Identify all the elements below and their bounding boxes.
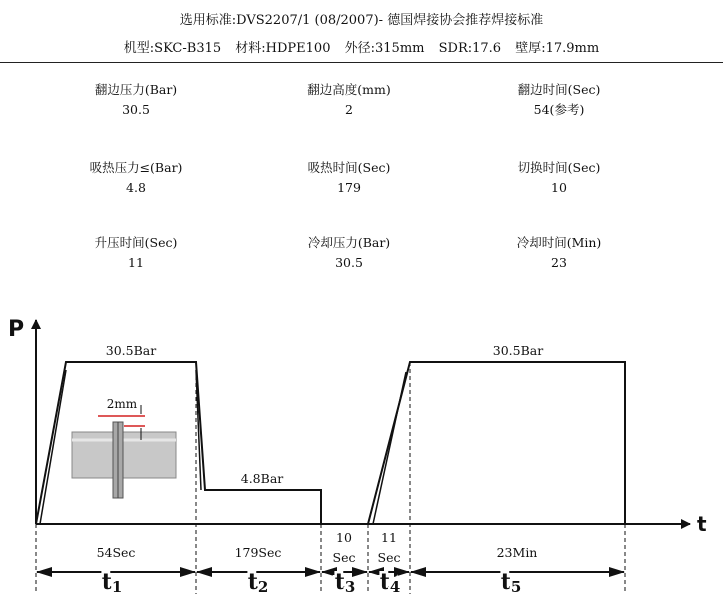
param-label: 冷却压力(Bar) xyxy=(307,235,391,250)
phase-label-t3 xyxy=(335,569,356,596)
duration-t4-unit: Sec xyxy=(377,550,401,565)
t-axis-label: t xyxy=(697,512,707,536)
material: 材料:HDPE100 xyxy=(235,41,331,56)
heat-pressure-label: 4.8Bar xyxy=(240,471,284,486)
param-label: 翻边高度(mm) xyxy=(307,82,391,97)
param-value: 4.8 xyxy=(126,180,146,195)
slope-inner-rise xyxy=(373,372,406,524)
param-value: 10 xyxy=(551,180,567,195)
phase-t1-sub: 1 xyxy=(111,578,123,596)
param-value: 179 xyxy=(337,180,361,195)
phase-t2-main: t xyxy=(247,569,258,595)
phase-t4-main: t xyxy=(379,569,390,595)
phase-t4-sub: 4 xyxy=(389,578,401,596)
duration-t1: 54Sec xyxy=(96,545,136,560)
param-label: 吸热压力≤(Bar) xyxy=(89,160,183,175)
phase-t1-main: t xyxy=(101,569,112,595)
bead-height-label: 2mm xyxy=(106,397,138,411)
phase-label-t1 xyxy=(102,569,123,596)
param-value: 2 xyxy=(345,102,353,117)
p-axis-label: P xyxy=(8,317,25,342)
phase-label-t2 xyxy=(248,569,269,596)
param-value: 54(参考) xyxy=(533,102,585,117)
param-value: 23 xyxy=(551,255,567,270)
phase-label-t5 xyxy=(501,569,522,596)
duration-t3-value: 10 xyxy=(336,530,352,545)
standard-title: 选用标准:DVS2207/1 (08/2007)- 德国焊接协会推荐焊接标准 xyxy=(179,13,544,28)
phase-t2-sub: 2 xyxy=(257,578,269,596)
phase-t3-sub: 3 xyxy=(344,578,356,596)
phase-labels xyxy=(102,569,522,596)
param-label: 翻边压力(Bar) xyxy=(94,82,178,97)
slope-inner-left xyxy=(40,370,66,524)
profile-rise-and-cool xyxy=(368,362,625,524)
sdr: SDR:17.6 xyxy=(438,41,502,56)
phase-t5-main: t xyxy=(500,569,511,595)
bead-pressure-label: 30.5Bar xyxy=(105,343,157,358)
duration-t5: 23Min xyxy=(496,545,538,560)
duration-t4-value: 11 xyxy=(381,530,397,545)
duration-t2: 179Sec xyxy=(234,545,282,560)
param-value: 30.5 xyxy=(335,255,363,270)
pipe-bead-illustration xyxy=(72,397,176,498)
cool-pressure-label: 30.5Bar xyxy=(492,343,544,358)
param-label: 升压时间(Sec) xyxy=(94,235,178,250)
param-label: 切换时间(Sec) xyxy=(517,160,601,175)
phase-t3-main: t xyxy=(334,569,345,595)
param-label: 翻边时间(Sec) xyxy=(517,82,601,97)
duration-t3-unit: Sec xyxy=(332,550,356,565)
param-label: 吸热时间(Sec) xyxy=(307,160,391,175)
outer-diameter: 外径:315mm xyxy=(344,41,425,56)
phase-label-t4 xyxy=(380,569,401,596)
wall-thickness: 壁厚:17.9mm xyxy=(515,41,600,56)
phase-t5-sub: 5 xyxy=(510,578,522,596)
param-label: 冷却时间(Min) xyxy=(516,235,602,250)
param-value: 11 xyxy=(128,255,144,270)
param-value: 30.5 xyxy=(122,102,150,117)
machine-model: 机型:SKC-B315 xyxy=(123,41,222,56)
